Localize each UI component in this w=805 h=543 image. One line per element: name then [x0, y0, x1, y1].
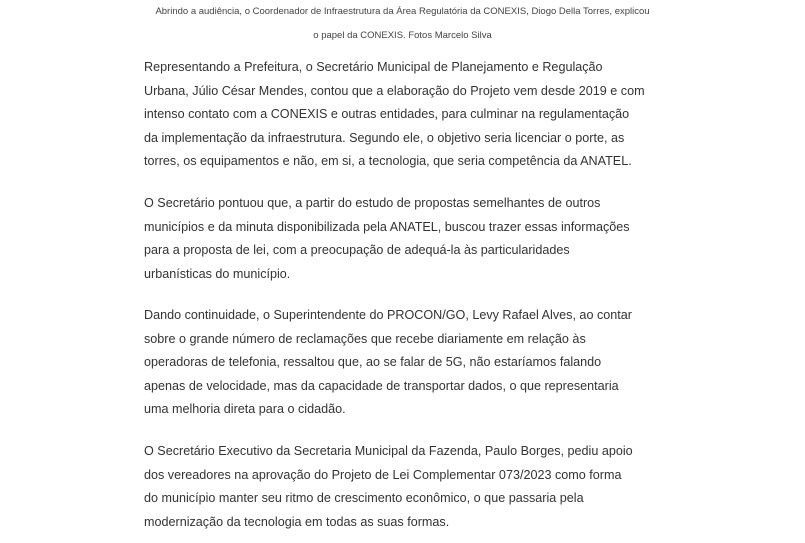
- paragraph-line: da implementação da infraestrutura. Segundo ele, o objetivo seria licenciar o porte, as: [144, 130, 625, 145]
- paragraph-line: O Secretário Executivo da Secretaria Municipal da Fazenda, Paulo Borges, pediu apoio: [144, 444, 633, 458]
- paragraph-line: uma melhoria direta para o cidadão.: [144, 402, 346, 416]
- paragraph-line: dos vereadores na aprovação do Projeto de Lei Complementar 073/2023 como forma: [144, 467, 622, 482]
- photo-caption-line-2: o papel da CONEXIS. Fotos Marcelo Silva: [313, 30, 492, 41]
- paragraph-line: O Secretário pontuou que, a partir do estudo de propostas semelhantes de outros: [144, 196, 601, 210]
- paragraph-line: intenso contato com a CONEXIS e outras entidades, para culminar na regulamentação: [144, 107, 630, 121]
- paragraph-line: Dando continuidade, o Superintendente do PROCON/GO, Levy Rafael Alves, ao contar: [144, 308, 632, 322]
- paragraph-procon: [144, 304, 664, 422]
- paragraph-line: urbanísticas do município.: [144, 266, 291, 281]
- photo-caption-line-1: Abrindo a audiência, o Coordenador de Infraestrutura da Área Regulatória da CONEXIS, Diogo Della Torres, explicou: [155, 6, 650, 17]
- paragraph-line: apenas de velocidade, mas da capacidade de transportar dados, o que representaria: [144, 378, 619, 393]
- paragraph-fazenda: [144, 440, 664, 534]
- paragraph-line: municípios e da minuta disponibilizada pela ANATEL, buscou trazer essas informações: [144, 219, 630, 234]
- paragraph-prefeitura: [144, 56, 664, 174]
- paragraph-line: para a proposta de lei, com a preocupação de adequá-la às particularidades: [144, 243, 570, 257]
- paragraph-line: Representando a Prefeitura, o Secretário Municipal de Planejamento e Regulação: [144, 60, 603, 74]
- paragraph-secretario: [144, 192, 664, 286]
- paragraph-line: sobre o grande número de reclamações que recebe diariamente em relação às: [144, 331, 586, 346]
- paragraph-line: operadoras de telefonia, ressaltou que, ao se falar de 5G, não estaríamos falando: [144, 355, 602, 369]
- paragraph-line: Urbana, Júlio César Mendes, contou que a elaboração do Projeto vem desde 2019 e com: [144, 83, 645, 98]
- paragraph-line: torres, os equipamentos e não, em si, a tecnologia, que seria competência da ANATEL.: [144, 154, 632, 168]
- paragraph-line: modernização da tecnologia em todas as suas formas.: [144, 514, 450, 529]
- paragraph-line: do município manter seu ritmo de crescimento econômico, o que passaria pela: [144, 491, 584, 505]
